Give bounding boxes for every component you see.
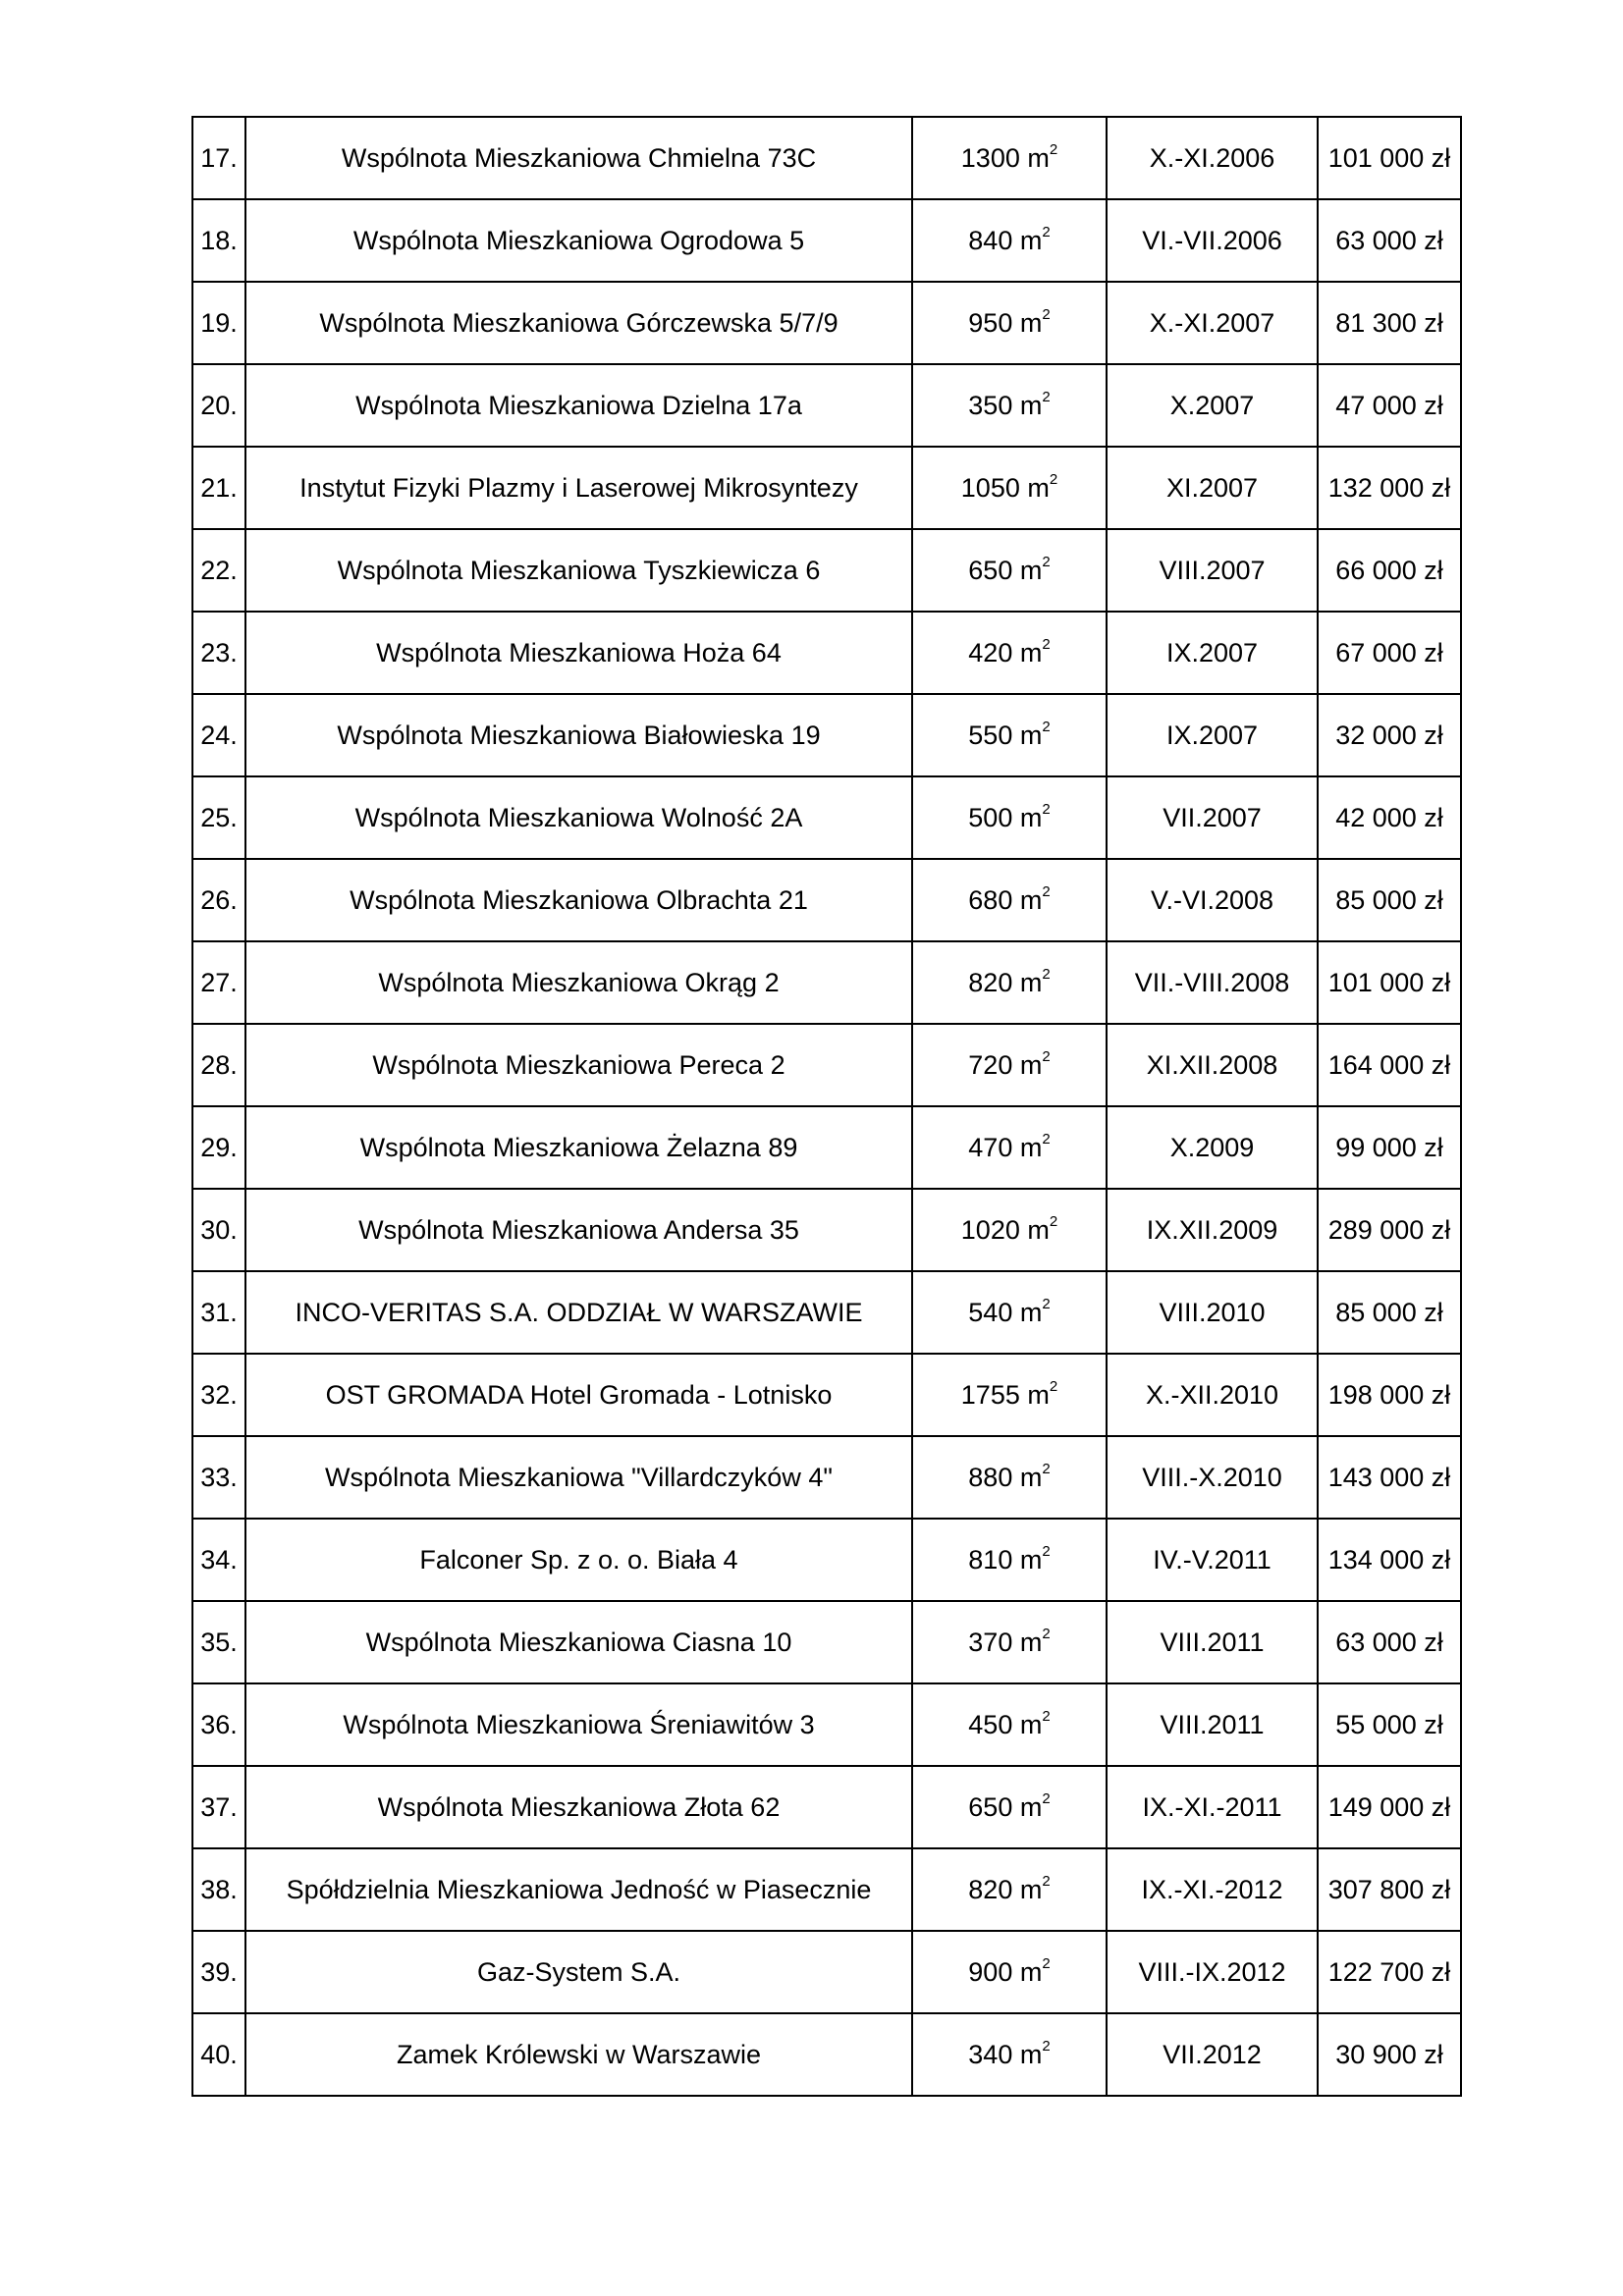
table-row [192,282,1461,364]
area-unit-exponent: 2 [1042,965,1051,983]
client-name: OST GROMADA Hotel Gromada - Lotnisko [245,1354,912,1436]
contract-value: 149 000 zł [1318,1766,1461,1848]
area-value: 820 [968,1874,1013,1904]
contract-value: 101 000 zł [1318,117,1461,199]
area-value: 1300 [960,142,1020,173]
area-unit: m [1019,1627,1043,1657]
area-cell [912,1683,1107,1766]
area-unit-exponent: 2 [1042,718,1051,735]
area-cell [912,776,1107,859]
row-number: 25. [192,776,245,859]
area-unit: m [1027,1379,1050,1410]
client-name: Wspólnota Mieszkaniowa Ogrodowa 5 [245,199,912,282]
table-row [192,364,1461,447]
row-number: 28. [192,1024,245,1106]
area-cell [912,612,1107,694]
table-row [192,1683,1461,1766]
row-number: 37. [192,1766,245,1848]
area-unit-exponent: 2 [1042,1047,1051,1065]
client-name: Wspólnota Mieszkaniowa "Villardczyków 4" [245,1436,912,1519]
row-number: 38. [192,1848,245,1931]
area-unit: m [1019,720,1043,750]
table-row [192,1766,1461,1848]
area-unit-exponent: 2 [1042,1295,1051,1312]
references-table-body [192,117,1461,2096]
area-cell [912,1601,1107,1683]
area-value: 950 [968,307,1013,338]
area-value: 1020 [960,1214,1020,1245]
contract-value: 134 000 zł [1318,1519,1461,1601]
area-unit-exponent: 2 [1049,1212,1058,1230]
work-period: IX.2007 [1107,612,1318,694]
client-name: Wspólnota Mieszkaniowa Ciasna 10 [245,1601,912,1683]
client-name: Wspólnota Mieszkaniowa Dzielna 17a [245,364,912,447]
area-unit: m [1027,142,1050,173]
area-unit: m [1019,307,1043,338]
area-unit-exponent: 2 [1042,1130,1051,1148]
client-name: Wspólnota Mieszkaniowa Okrąg 2 [245,941,912,1024]
area-unit-exponent: 2 [1042,388,1051,405]
work-period: VIII.2011 [1107,1683,1318,1766]
contract-value: 85 000 zł [1318,1271,1461,1354]
area-value: 820 [968,967,1013,997]
row-number: 31. [192,1271,245,1354]
area-unit: m [1019,967,1043,997]
work-period: X.-XI.2007 [1107,282,1318,364]
contract-value: 99 000 zł [1318,1106,1461,1189]
work-period: X.2009 [1107,1106,1318,1189]
area-cell [912,447,1107,529]
client-name: Wspólnota Mieszkaniowa Złota 62 [245,1766,912,1848]
area-unit-exponent: 2 [1049,1377,1058,1395]
work-period: XI.2007 [1107,447,1318,529]
area-value: 650 [968,555,1013,585]
area-unit: m [1019,802,1043,832]
client-name: Wspólnota Mieszkaniowa Hoża 64 [245,612,912,694]
client-name: Wspólnota Mieszkaniowa Andersa 35 [245,1189,912,1271]
work-period: XI.XII.2008 [1107,1024,1318,1106]
row-number: 36. [192,1683,245,1766]
work-period: V.-VI.2008 [1107,859,1318,941]
area-unit-exponent: 2 [1042,1872,1051,1890]
area-cell [912,859,1107,941]
area-value: 540 [968,1297,1013,1327]
area-cell [912,529,1107,612]
row-number: 32. [192,1354,245,1436]
table-row [192,2013,1461,2096]
work-period: IX.-XI.-2012 [1107,1848,1318,1931]
area-unit: m [1019,1709,1043,1739]
table-row [192,199,1461,282]
row-number: 20. [192,364,245,447]
row-number: 40. [192,2013,245,2096]
area-value: 1755 [960,1379,1020,1410]
row-number: 19. [192,282,245,364]
area-cell [912,282,1107,364]
area-value: 450 [968,1709,1013,1739]
area-value: 1050 [960,472,1020,503]
work-period: IX.2007 [1107,694,1318,776]
area-cell [912,1436,1107,1519]
contract-value: 289 000 zł [1318,1189,1461,1271]
contract-value: 101 000 zł [1318,941,1461,1024]
table-row [192,1601,1461,1683]
client-name: Wspólnota Mieszkaniowa Białowieska 19 [245,694,912,776]
contract-value: 47 000 zł [1318,364,1461,447]
area-cell [912,1354,1107,1436]
table-row [192,859,1461,941]
area-value: 420 [968,637,1013,667]
client-name: Wspólnota Mieszkaniowa Górczewska 5/7/9 [245,282,912,364]
area-unit-exponent: 2 [1042,305,1051,323]
table-row [192,1189,1461,1271]
area-unit: m [1027,472,1050,503]
contract-value: 198 000 zł [1318,1354,1461,1436]
contract-value: 67 000 zł [1318,612,1461,694]
work-period: VIII.-X.2010 [1107,1436,1318,1519]
area-unit: m [1019,2039,1043,2069]
area-unit: m [1019,1297,1043,1327]
table-row [192,941,1461,1024]
table-row [192,447,1461,529]
area-value: 370 [968,1627,1013,1657]
area-unit-exponent: 2 [1042,882,1051,900]
table-row [192,1436,1461,1519]
table-row [192,1519,1461,1601]
row-number: 22. [192,529,245,612]
area-cell [912,694,1107,776]
table-row [192,776,1461,859]
area-unit-exponent: 2 [1042,1460,1051,1477]
contract-value: 307 800 zł [1318,1848,1461,1931]
area-unit: m [1019,1049,1043,1080]
work-period: IX.XII.2009 [1107,1189,1318,1271]
area-cell [912,364,1107,447]
area-unit-exponent: 2 [1042,1707,1051,1725]
area-value: 840 [968,225,1013,255]
area-unit-exponent: 2 [1042,800,1051,818]
work-period: VIII.2011 [1107,1601,1318,1683]
area-unit: m [1019,1874,1043,1904]
area-unit-exponent: 2 [1042,553,1051,570]
contract-value: 143 000 zł [1318,1436,1461,1519]
client-name: Wspólnota Mieszkaniowa Żelazna 89 [245,1106,912,1189]
area-value: 900 [968,1956,1013,1987]
area-unit-exponent: 2 [1042,223,1051,240]
work-period: IV.-V.2011 [1107,1519,1318,1601]
area-cell [912,1766,1107,1848]
contract-value: 30 900 zł [1318,2013,1461,2096]
row-number: 30. [192,1189,245,1271]
area-cell [912,1024,1107,1106]
area-value: 550 [968,720,1013,750]
contract-value: 122 700 zł [1318,1931,1461,2013]
client-name: INCO-VERITAS S.A. ODDZIAŁ W WARSZAWIE [245,1271,912,1354]
row-number: 24. [192,694,245,776]
area-cell [912,1931,1107,2013]
area-cell [912,199,1107,282]
area-value: 470 [968,1132,1013,1162]
row-number: 35. [192,1601,245,1683]
area-unit-exponent: 2 [1042,1789,1051,1807]
area-cell [912,1848,1107,1931]
area-cell [912,117,1107,199]
table-row [192,694,1461,776]
area-unit-exponent: 2 [1042,635,1051,653]
area-unit: m [1019,225,1043,255]
client-name: Wspólnota Mieszkaniowa Wolność 2A [245,776,912,859]
client-name: Wspólnota Mieszkaniowa Olbrachta 21 [245,859,912,941]
area-value: 880 [968,1462,1013,1492]
row-number: 23. [192,612,245,694]
work-period: VIII.2010 [1107,1271,1318,1354]
area-value: 810 [968,1544,1013,1575]
area-unit: m [1019,1544,1043,1575]
contract-value: 63 000 zł [1318,1601,1461,1683]
contract-value: 85 000 zł [1318,859,1461,941]
area-unit: m [1019,1132,1043,1162]
area-cell [912,941,1107,1024]
table-row [192,1271,1461,1354]
area-value: 350 [968,390,1013,420]
row-number: 18. [192,199,245,282]
work-period: X.-XI.2006 [1107,117,1318,199]
contract-value: 55 000 zł [1318,1683,1461,1766]
area-cell [912,1106,1107,1189]
work-period: X.2007 [1107,364,1318,447]
contract-value: 81 300 zł [1318,282,1461,364]
client-name: Wspólnota Mieszkaniowa Tyszkiewicza 6 [245,529,912,612]
area-unit: m [1027,1214,1050,1245]
references-table [191,116,1462,2097]
contract-value: 132 000 zł [1318,447,1461,529]
table-row [192,612,1461,694]
area-unit-exponent: 2 [1042,1542,1051,1560]
area-unit: m [1019,1462,1043,1492]
row-number: 27. [192,941,245,1024]
client-name: Spółdzielnia Mieszkaniowa Jedność w Piasecznie [245,1848,912,1931]
area-unit-exponent: 2 [1042,1625,1051,1642]
table-row [192,117,1461,199]
client-name: Wspólnota Mieszkaniowa Chmielna 73C [245,117,912,199]
contract-value: 164 000 zł [1318,1024,1461,1106]
client-name: Gaz-System S.A. [245,1931,912,2013]
contract-value: 63 000 zł [1318,199,1461,282]
table-row [192,1931,1461,2013]
area-cell [912,1519,1107,1601]
row-number: 21. [192,447,245,529]
area-unit: m [1019,637,1043,667]
contract-value: 66 000 zł [1318,529,1461,612]
area-cell [912,1189,1107,1271]
contract-value: 42 000 zł [1318,776,1461,859]
row-number: 33. [192,1436,245,1519]
client-name: Instytut Fizyki Plazmy i Laserowej Mikrosyntezy [245,447,912,529]
area-value: 650 [968,1791,1013,1822]
work-period: VI.-VII.2006 [1107,199,1318,282]
work-period: VII.-VIII.2008 [1107,941,1318,1024]
area-cell [912,2013,1107,2096]
area-cell [912,1271,1107,1354]
table-row [192,1354,1461,1436]
table-row [192,1106,1461,1189]
area-unit: m [1019,390,1043,420]
area-unit: m [1019,555,1043,585]
contract-value: 32 000 zł [1318,694,1461,776]
area-value: 340 [968,2039,1013,2069]
row-number: 39. [192,1931,245,2013]
area-unit: m [1019,1791,1043,1822]
row-number: 26. [192,859,245,941]
area-unit: m [1019,884,1043,915]
work-period: IX.-XI.-2011 [1107,1766,1318,1848]
area-unit-exponent: 2 [1042,1954,1051,1972]
work-period: VIII.-IX.2012 [1107,1931,1318,2013]
work-period: VII.2007 [1107,776,1318,859]
table-row [192,1024,1461,1106]
table-row [192,529,1461,612]
area-value: 500 [968,802,1013,832]
client-name: Zamek Królewski w Warszawie [245,2013,912,2096]
client-name: Falconer Sp. z o. o. Biała 4 [245,1519,912,1601]
area-value: 680 [968,884,1013,915]
area-unit-exponent: 2 [1049,470,1058,488]
client-name: Wspólnota Mieszkaniowa Pereca 2 [245,1024,912,1106]
row-number: 29. [192,1106,245,1189]
client-name: Wspólnota Mieszkaniowa Śreniawitów 3 [245,1683,912,1766]
area-value: 720 [968,1049,1013,1080]
work-period: X.-XII.2010 [1107,1354,1318,1436]
row-number: 34. [192,1519,245,1601]
work-period: VIII.2007 [1107,529,1318,612]
area-unit: m [1019,1956,1043,1987]
area-unit-exponent: 2 [1042,2037,1051,2055]
table-row [192,1848,1461,1931]
work-period: VII.2012 [1107,2013,1318,2096]
area-unit-exponent: 2 [1049,140,1058,158]
row-number: 17. [192,117,245,199]
